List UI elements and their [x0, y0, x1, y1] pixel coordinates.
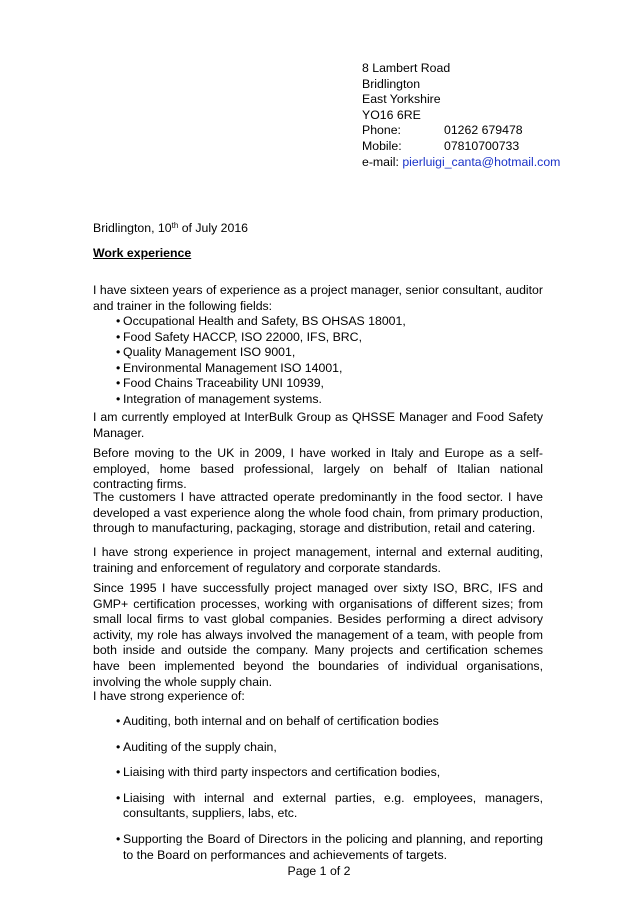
phone-number: 01262 679478 — [444, 123, 523, 138]
list-item: • Food Safety HACCP, ISO 22000, IFS, BRC, — [116, 329, 362, 344]
date-ordinal: th — [171, 221, 179, 230]
email-row — [362, 155, 602, 171]
list-item: • Food Chains Traceability UNI 10939, — [116, 376, 324, 391]
bullet-icon: • — [116, 345, 121, 360]
list-item: • Integration of management systems. — [116, 391, 322, 406]
sender-address — [362, 61, 602, 170]
customers-paragraph: The customers I have attracted operate predominantly in the food sector. I have developed a vast experience along the whole food chain, from primary production, through to manufacturing, packaging, storage and distribution, retail and catering. — [93, 490, 543, 536]
list-item: • Liaising with third party inspectors and certification bodies, — [116, 765, 441, 780]
phone-row — [362, 123, 602, 139]
list-item: • Supporting the Board of Directors in the policing and planning, and reporting to the Board on performances and achievements of targets. — [116, 831, 543, 862]
bullet-icon: • — [116, 376, 121, 391]
address-town: Bridlington — [362, 76, 421, 91]
address-county: East Yorkshire — [362, 92, 441, 107]
bullet-icon: • — [116, 360, 121, 375]
phone-label: Phone: — [362, 123, 401, 138]
bullet-icon: • — [116, 329, 121, 344]
certification-history-paragraph: Since 1995 I have successfully project managed over sixty ISO, BRC, IFS and GMP+ certification processes, working with organisations of different sizes; from small local firms to vast global companies. Besides performing a direct advisory activity, my role has always involved the management of a team, with people from both inside and outside the company. Many projects and certification schemes have been implemented beyond the boundaries of individual organisations, involving the whole supply chain. — [93, 581, 543, 689]
address-street: 8 Lambert Road — [362, 61, 451, 75]
date-suffix: of July 2016 — [178, 221, 249, 235]
page-footer: Page 1 of 2 — [287, 864, 351, 878]
list-item: • Environmental Management ISO 14001, — [116, 360, 343, 375]
current-employment-paragraph: I am currently employed at InterBulk Group as QHSSE Manager and Food Safety Manager. — [93, 410, 543, 440]
list-item: • Auditing, both internal and on behalf of certification bodies — [116, 714, 439, 728]
intro-paragraph: I have sixteen years of experience as a project manager, senior consultant, auditor and trainer in the following fields: — [93, 283, 543, 313]
bullet-icon: • — [116, 765, 121, 780]
list-item: • Auditing of the supply chain, — [116, 739, 277, 754]
fields-list — [93, 314, 543, 408]
bullet-icon: • — [116, 391, 121, 406]
mobile-number: 07810700733 — [444, 138, 520, 153]
section-heading: Work experience — [93, 246, 192, 260]
list-item: • Quality Management ISO 9001, — [116, 345, 296, 360]
mobile-row — [362, 139, 602, 155]
list-item: • Occupational Health and Safety, BS OHSAS 18001, — [116, 314, 406, 328]
list-item: • Liaising with internal and external parties, e.g. employees, managers, consultants, suppliers, labs, etc. — [116, 790, 543, 821]
email-label: e-mail: — [362, 154, 399, 169]
bullet-icon: • — [116, 790, 121, 805]
email-link[interactable]: pierluigi_canta@hotmail.com — [402, 154, 561, 169]
letter-date — [93, 221, 248, 237]
bullet-icon: • — [116, 739, 121, 754]
mobile-label: Mobile: — [362, 138, 402, 153]
experience-intro-paragraph: I have strong experience of: — [93, 689, 245, 703]
date-prefix: Bridlington, 10 — [93, 221, 172, 235]
experience-list — [93, 714, 543, 873]
address-postcode: YO16 6RE — [362, 107, 421, 122]
italy-background-paragraph: Before moving to the UK in 2009, I have worked in Italy and Europe as a self-employed, home based professional, largely on behalf of Italian national contracting firms. — [93, 446, 543, 492]
bullet-icon: • — [116, 714, 121, 728]
bullet-icon: • — [116, 831, 121, 846]
project-management-paragraph: I have strong experience in project management, internal and external auditing, training and enforcement of regulatory and corporate standards. — [93, 545, 543, 575]
bullet-icon: • — [116, 314, 121, 328]
